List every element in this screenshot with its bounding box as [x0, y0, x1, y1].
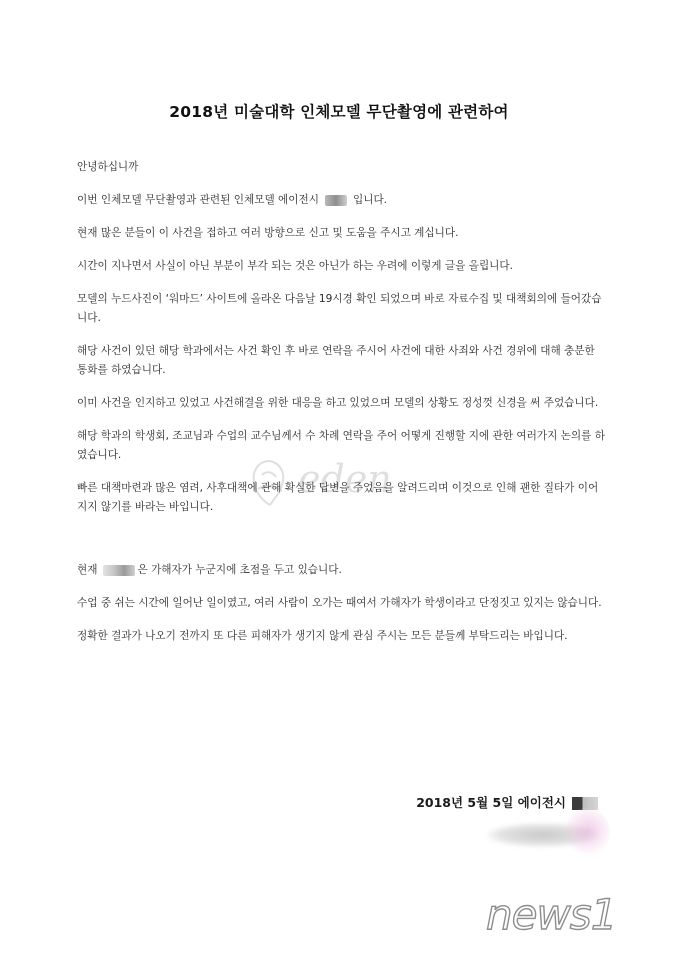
paragraph-11: 정확한 결과가 나오기 전까지 또 다른 피해자가 생기지 않게 관심 주시는 모든 분들께 부탁드리는 바입니다. [77, 630, 568, 642]
watermark-text: eden [298, 457, 392, 501]
paragraph-6: 이미 사건을 인지하고 있었고 사건해결을 위한 대응을 하고 있었으며 모델의 상황도 정성껏 신경을 써 주었습니다. [77, 397, 599, 409]
paragraph-8: 빠른 대책마련과 많은 염려, 사후대책에 관해 확실한 답변을 주었음을 알려드리며 이것으로 인해 괜한 질타가 이어지지 않기를 바라는 바입니다. [77, 482, 599, 513]
paragraph-4: 모델의 누드사진이 ‘워마드’ 사이트에 올라온 다음날 19시경 확인 되었으며 바로 자료수집 및 대책회의에 들어갔습니다. [77, 293, 602, 324]
p9-text-end: 은 가해자가 누군지에 초점을 두고 있습니다. [137, 564, 342, 576]
news1-logo [486, 888, 666, 948]
signature-text: 2018년 5월 5일 에이전시 [416, 795, 566, 810]
paragraph-10: 수업 중 쉬는 시간에 일어난 일이였고, 여러 사람이 오가는 때여서 가해자가 학생이라고 단정짓고 있지는 않습니다. [77, 597, 602, 609]
redacted-name-mark-2 [103, 565, 135, 576]
document-body [77, 158, 607, 660]
intro-text: 이번 인체모델 무단촬영과 관련된 인체모델 에이전시 [77, 194, 319, 206]
paragraph-intro [77, 191, 607, 210]
paragraph-7: 해당 학과의 학생회, 조교님과 수업의 교수님께서 수 차례 연락을 주어 어떻게 진행할 지에 관한 여러가지 논의를 하였습니다. [77, 430, 605, 461]
intro-text-end: 입니다. [352, 194, 388, 206]
news1-logo-text: news1 [486, 890, 617, 939]
document-title: 2018년 미술대학 인체모델 무단촬영에 관련하여 [169, 103, 509, 121]
paragraph-3: 시간이 지나면서 사실이 아닌 부분이 부각 되는 것은 아닌가 하는 우려에 이렇게 글을 올립니다. [77, 260, 514, 272]
p9-text: 현재 [77, 564, 98, 576]
paragraph-2: 현재 많은 분들이 이 사건을 접하고 여러 방향으로 신고 및 도움을 주시고 계십니다. [77, 227, 459, 239]
paragraph-9 [77, 561, 607, 580]
greeting: 안녕하십니까 [77, 161, 139, 173]
signature-line [416, 793, 598, 811]
paragraph-5: 해당 사건이 있던 해당 학과에서는 사건 확인 후 바로 연락을 주시어 사건에 대한 사죄와 사건 경위에 대해 충분한 통화를 하였습니다. [77, 345, 595, 376]
redacted-name-mark [325, 195, 347, 206]
pink-stamp [566, 808, 610, 858]
